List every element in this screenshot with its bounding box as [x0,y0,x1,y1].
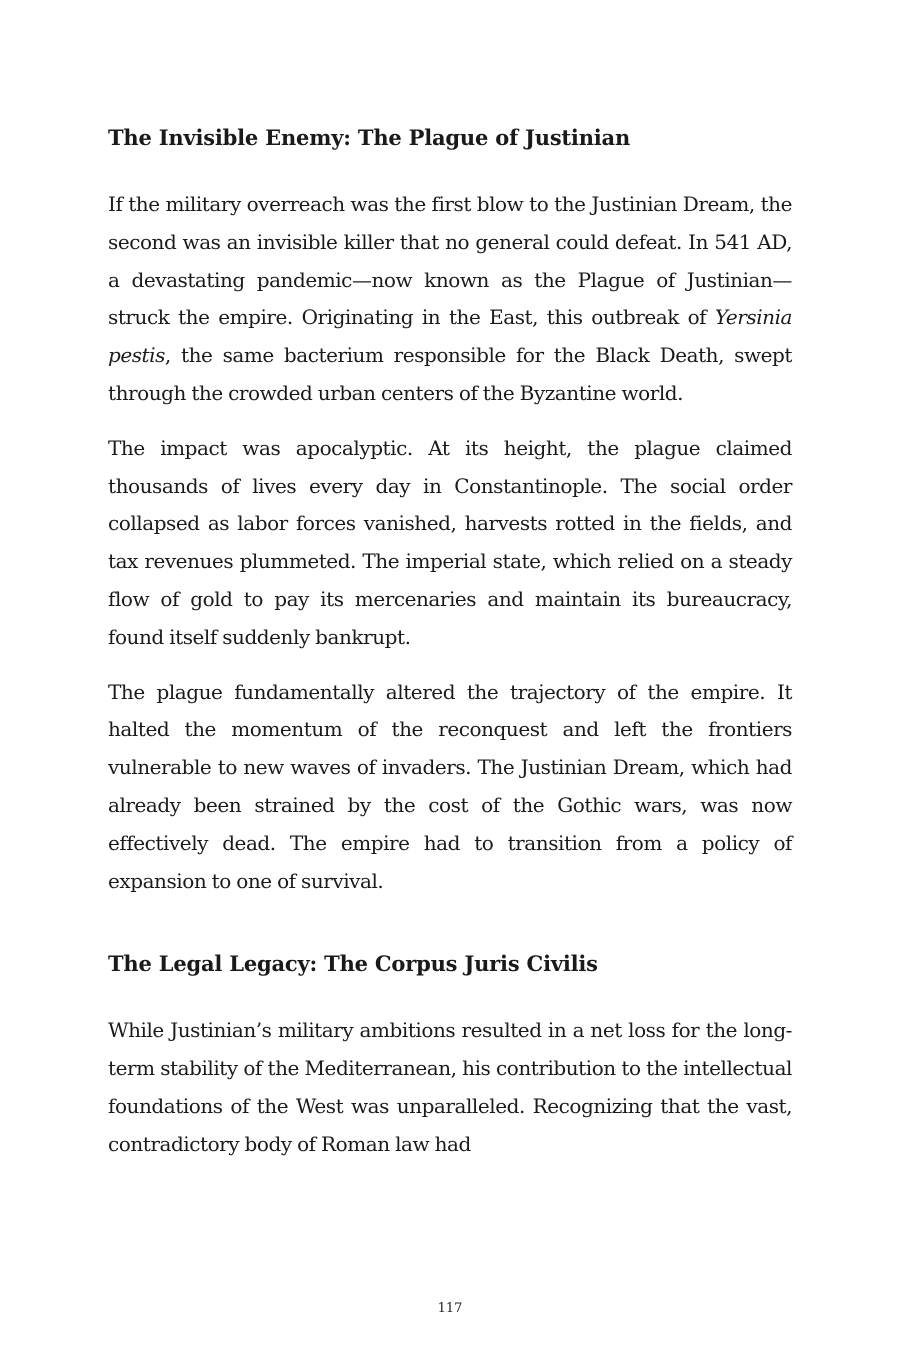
paragraph-plague-impact: The impact was apocalyptic. At its height, the plague claimed thousands of lives every day in Constantinople. The social order collapsed as labor forces vanished, harvests rotted in the fields, and tax revenues plummeted. The imperial state, which relied on a steady flow of gold to pay its mercenaries and maintain its bureaucracy, found itself suddenly bankrupt. [108,435,792,649]
section-heading-plague: The Invisible Enemy: The Plague of Justinian [108,125,631,150]
section-heading-legal: The Legal Legacy: The Corpus Juris Civilis [108,951,598,977]
paragraph-text: , the same bacterium responsible for the Black Death, swept through the crowded urban centers of the Byzantine world. [108,343,792,405]
paragraph-plague-intro [108,186,792,413]
paragraph-legal-intro: While Justinian’s military ambitions resulted in a net loss for the long-term stability of the Mediterranean, his contribution to the intellectual foundations of the West was unparalleled. Recognizing that the vast, contradictory body of Roman law had [108,1018,792,1156]
page-number: 117 [437,1301,463,1316]
paragraph-plague-consequence: The plague fundamentally altered the trajectory of the empire. It halted the momentum of the reconquest and left the frontiers vulnerable to new waves of invaders. The Justinian Dream, which had already been strained by the cost of the Gothic wars, was now effectively dead. The empire had to transition from a policy of expansion to one of survival. [108,679,792,893]
italic-species-name: Yersinia pestis [108,305,792,368]
paragraph-text: If the military overreach was the first blow to the Justinian Dream, the second was an invisible killer that no general could defeat. In 541 AD, a devastating pandemic—now known as the Plague of Justinian—struck the empire. Originating in the East, this outbreak of [108,192,792,330]
page-body [108,122,792,1181]
